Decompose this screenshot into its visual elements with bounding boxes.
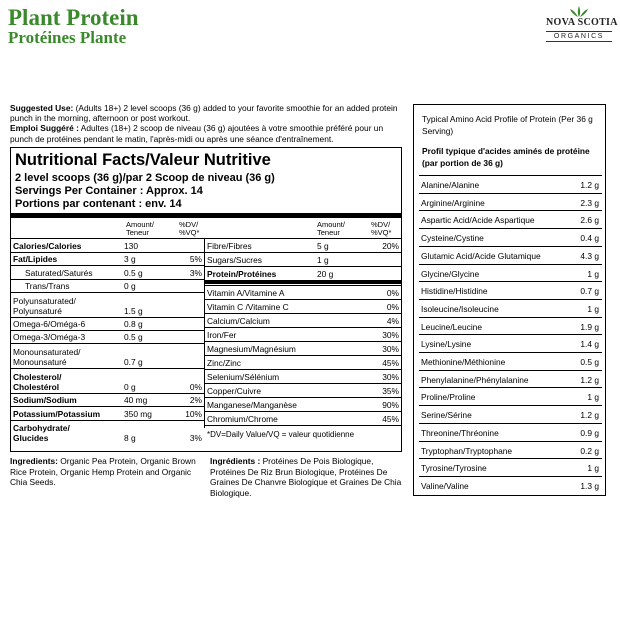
amino-value: 1 g bbox=[587, 303, 599, 314]
nutrient-row bbox=[205, 252, 401, 266]
amino-name: Threonine/Thréonine bbox=[421, 427, 499, 438]
amino-value: 1 g bbox=[587, 392, 599, 403]
amino-row bbox=[419, 476, 602, 494]
serving-size: 2 level scoops (36 g)/par 2 Scoop de niveau (36 g) bbox=[15, 172, 275, 184]
amino-row bbox=[419, 299, 602, 317]
vitamin-label: Iron/Fer bbox=[207, 330, 237, 340]
amino-heading-en: Typical Amino Acid Profile of Protein (Per 36 g Serving) bbox=[422, 114, 593, 136]
amino-row bbox=[419, 281, 602, 299]
ingredients-en bbox=[10, 456, 200, 488]
nutrient-row bbox=[11, 265, 204, 279]
vitamin-label: Vitamin A/Vitamine A bbox=[207, 288, 285, 298]
amino-row bbox=[419, 458, 602, 476]
amino-heading-fr: Profil typique d'acides aminés de protéine (par portion de 36 g) bbox=[422, 146, 590, 168]
amino-value: 1.9 g bbox=[580, 321, 599, 332]
nutrient-amount: 350 mg bbox=[124, 409, 152, 419]
amino-row bbox=[419, 441, 602, 459]
vitamin-label: Zinc/Zinc bbox=[207, 358, 241, 368]
facts-title: Nutritional Facts/Valeur Nutritive bbox=[15, 151, 271, 169]
nutrient-dv: 3% bbox=[189, 268, 202, 278]
nutrient-dv: 20% bbox=[382, 241, 399, 251]
amino-name: Alanine/Alanine bbox=[421, 180, 480, 190]
nutrient-label: Trans/Trans bbox=[25, 281, 70, 291]
nutrient-amount: 0.5 g bbox=[124, 268, 143, 278]
nutrient-label: Saturated/Saturés bbox=[25, 268, 93, 278]
vitamin-label: Magnesium/Magnésium bbox=[207, 344, 296, 354]
nutrient-amount: 8 g bbox=[124, 433, 136, 443]
nutrient-amount: 5 g bbox=[317, 241, 329, 251]
amino-value: 1.2 g bbox=[580, 180, 599, 190]
nutrient-amount: 0.7 g bbox=[124, 357, 143, 367]
divider bbox=[205, 425, 401, 426]
nutrient-dv: 10% bbox=[185, 409, 202, 419]
vitamin-label: Calcium/Calcium bbox=[207, 316, 270, 326]
amino-value: 2.3 g bbox=[580, 197, 599, 208]
vitamin-row bbox=[205, 285, 401, 299]
portions-per-container: Portions par contenant : env. 14 bbox=[15, 198, 182, 210]
amino-name: Proline/Proline bbox=[421, 392, 476, 403]
amino-value: 1.3 g bbox=[580, 480, 599, 491]
nutrient-label: Sodium/Sodium bbox=[13, 395, 77, 405]
suggested-use-text-fr: Adultes (18+) 2 scoop de niveau (36 g) ajoutées à votre smoothie préféré pour un punch de protéines pendant le matin, l'après-midi ou après une séance d'entraînement. bbox=[10, 123, 384, 144]
nutrient-row bbox=[11, 292, 204, 317]
right-amount-header: Amount/ Teneur bbox=[317, 220, 345, 237]
nutrient-label: Potassium/Potassium bbox=[13, 409, 101, 419]
amino-name: Lysine/Lysine bbox=[421, 339, 472, 350]
nutrient-label: Fat/Lipides bbox=[13, 254, 58, 264]
left-amount-header: Amount/ Teneur bbox=[126, 220, 154, 237]
suggested-use bbox=[10, 103, 405, 144]
nutrient-amount: 0.8 g bbox=[124, 319, 143, 329]
nutrient-dv: 0% bbox=[189, 382, 202, 392]
amino-row bbox=[419, 317, 602, 335]
amino-name: Glutamic Acid/Acide Glutamique bbox=[421, 250, 541, 261]
amino-row bbox=[419, 370, 602, 388]
amino-name: Glycine/Glycine bbox=[421, 268, 480, 279]
amino-name: Phenylalanine/Phénylalanine bbox=[421, 374, 529, 385]
brand-name: NOVA SCOTIA bbox=[546, 17, 618, 28]
amino-row bbox=[419, 387, 602, 405]
nutrient-row bbox=[11, 317, 204, 330]
vitamin-row bbox=[205, 341, 401, 355]
ingredients-text-en: Organic Pea Protein, Organic Brown Rice Protein, Organic Hemp Protein and Organic Chia Seeds. bbox=[10, 456, 196, 487]
amino-row bbox=[419, 193, 602, 211]
amino-value: 2.6 g bbox=[580, 215, 599, 226]
nutrient-amount: 0.5 g bbox=[124, 332, 143, 342]
nutrient-dv: 2% bbox=[189, 395, 202, 405]
vitamin-label: Manganese/Manganèse bbox=[207, 400, 297, 410]
thick-divider bbox=[205, 280, 401, 284]
suggested-use-label-fr: Emploi Suggéré : bbox=[10, 123, 79, 134]
vitamin-dv: 90% bbox=[382, 400, 399, 410]
vitamin-dv: 0% bbox=[386, 288, 399, 298]
nutrient-dv: 5% bbox=[189, 254, 202, 264]
nutrient-amount: 1.5 g bbox=[124, 306, 143, 316]
nutrient-row bbox=[11, 330, 204, 343]
left-dv-header: %DV/ %VQ* bbox=[179, 220, 200, 237]
nutrient-label: Cholesterol/ Cholestérol bbox=[13, 372, 62, 392]
vitamin-row bbox=[205, 397, 401, 411]
amino-name: Arginine/Arginine bbox=[421, 197, 485, 208]
servings-per-container: Servings Per Container : Approx. 14 bbox=[15, 185, 203, 197]
nutrient-row bbox=[205, 266, 401, 280]
nutrient-label: Sugars/Sucres bbox=[207, 255, 262, 265]
nutrient-amount: 40 mg bbox=[124, 395, 148, 405]
amino-row bbox=[419, 352, 602, 370]
amino-value: 4.3 g bbox=[580, 250, 599, 261]
nutrient-amount: 3 g bbox=[124, 254, 136, 264]
amino-row bbox=[419, 405, 602, 423]
ingredients-label-en: Ingredients: bbox=[10, 456, 58, 466]
amino-value: 1 g bbox=[587, 268, 599, 279]
amino-row bbox=[419, 210, 602, 228]
ingredients-fr bbox=[210, 456, 408, 498]
vitamin-dv: 30% bbox=[382, 372, 399, 382]
nutrient-row bbox=[11, 368, 204, 393]
nutrient-amount: 1 g bbox=[317, 255, 329, 265]
amino-name: Tyrosine/Tyrosine bbox=[421, 463, 487, 474]
amino-value: 1.4 g bbox=[580, 339, 599, 350]
amino-acid-panel bbox=[413, 104, 606, 496]
nutrient-label: Polyunsaturated/ Polyunsaturé bbox=[13, 296, 76, 316]
suggested-use-text-en: (Adults 18+) 2 level scoops (36 g) added to your favorite smoothie for an added protein punch in the morning, afternoon or post workout. bbox=[10, 103, 398, 124]
nutrient-label: Monounsaturated/ Monounsaturé bbox=[13, 347, 81, 367]
nutrient-row bbox=[205, 238, 401, 252]
amino-value: 1.2 g bbox=[580, 374, 599, 385]
vitamin-row bbox=[205, 299, 401, 313]
amino-name: Valine/Valine bbox=[421, 480, 469, 491]
amino-value: 1.2 g bbox=[580, 410, 599, 421]
suggested-use-label-en: Suggested Use: bbox=[10, 103, 74, 113]
nutrient-row bbox=[11, 420, 204, 444]
vitamin-row bbox=[205, 383, 401, 397]
nutrition-facts-panel bbox=[10, 147, 402, 452]
vitamin-dv: 45% bbox=[382, 414, 399, 424]
nutrient-label: Calories/Calories bbox=[13, 241, 82, 251]
nutrient-row bbox=[11, 343, 204, 368]
amino-value: 0.4 g bbox=[580, 233, 599, 244]
nutrient-label: Omega-3/Oméga-3 bbox=[13, 332, 86, 342]
nutrient-row bbox=[11, 406, 204, 420]
vitamin-dv: 4% bbox=[386, 316, 399, 326]
amino-name: Serine/Sérine bbox=[421, 410, 472, 421]
right-dv-header: %DV/ %VQ* bbox=[371, 220, 392, 237]
ingredients-text-fr: Protéines De Pois Biologique, Protéines De Riz Brun Biologique, Protéines De Graines De Chanvre Biologique et Graines De Chia Biologique. bbox=[210, 456, 402, 498]
nutrient-label: Protein/Protéines bbox=[207, 269, 277, 279]
vitamin-dv: 30% bbox=[382, 344, 399, 354]
vitamin-label: Copper/Cuivre bbox=[207, 386, 261, 396]
nutrient-row bbox=[11, 252, 204, 265]
product-title-en: Plant Protein bbox=[8, 5, 139, 30]
amino-value: 0.2 g bbox=[580, 445, 599, 456]
amino-value: 0.9 g bbox=[580, 427, 599, 438]
vitamin-label: Vitamin C /Vitamine C bbox=[207, 302, 289, 312]
nutrient-amount: 130 bbox=[124, 241, 138, 251]
nutrient-label: Carbohydrate/ Glucides bbox=[13, 423, 70, 443]
thick-divider bbox=[11, 213, 401, 218]
nutrient-label: Fibre/Fibres bbox=[207, 241, 252, 251]
vitamin-row bbox=[205, 369, 401, 383]
amino-name: Isoleucine/Isoleucine bbox=[421, 303, 499, 314]
nutrient-row bbox=[11, 238, 204, 252]
vitamin-dv: 45% bbox=[382, 358, 399, 368]
amino-row bbox=[419, 228, 602, 246]
vitamin-row bbox=[205, 327, 401, 341]
brand-subtitle: ORGANICS bbox=[546, 31, 612, 42]
amino-row bbox=[419, 246, 602, 264]
amino-row bbox=[419, 264, 602, 282]
amino-name: Leucine/Leucine bbox=[421, 321, 483, 332]
nutrient-amount: 0 g bbox=[124, 382, 136, 392]
amino-name: Cysteine/Cystine bbox=[421, 233, 484, 244]
product-title-fr: Protéines Plante bbox=[8, 28, 127, 47]
amino-row bbox=[419, 334, 602, 352]
dv-footnote: *DV=Daily Value/VQ = valeur quotidienne bbox=[207, 430, 355, 439]
vitamin-row bbox=[205, 355, 401, 369]
amino-row bbox=[419, 175, 602, 193]
vitamin-label: Selenium/Sélénium bbox=[207, 372, 280, 382]
amino-name: Histidine/Histidine bbox=[421, 286, 488, 297]
amino-value: 0.5 g bbox=[580, 357, 599, 367]
nutrient-dv: 3% bbox=[189, 433, 202, 443]
ingredients-label-fr: Ingrédients : bbox=[210, 456, 261, 466]
amino-value: 0.7 g bbox=[580, 286, 599, 297]
vitamin-dv: 0% bbox=[386, 302, 399, 312]
nutrient-row bbox=[11, 279, 204, 292]
amino-name: Aspartic Acid/Acide Aspartique bbox=[421, 215, 535, 226]
vitamin-row bbox=[205, 411, 401, 425]
nutrient-label: Omega-6/Oméga-6 bbox=[13, 319, 86, 329]
nutrient-amount: 0 g bbox=[124, 281, 136, 291]
amino-value: 1 g bbox=[587, 463, 599, 474]
nutrient-amount: 20 g bbox=[317, 269, 334, 279]
nutrient-row bbox=[11, 393, 204, 406]
vitamin-dv: 30% bbox=[382, 330, 399, 340]
vitamin-label: Chromium/Chrome bbox=[207, 414, 278, 424]
vitamin-row bbox=[205, 313, 401, 327]
amino-row bbox=[419, 423, 602, 441]
amino-name: Tryptophan/Tryptophane bbox=[421, 445, 513, 456]
amino-name: Methionine/Méthionine bbox=[421, 357, 506, 367]
vitamin-dv: 35% bbox=[382, 386, 399, 396]
